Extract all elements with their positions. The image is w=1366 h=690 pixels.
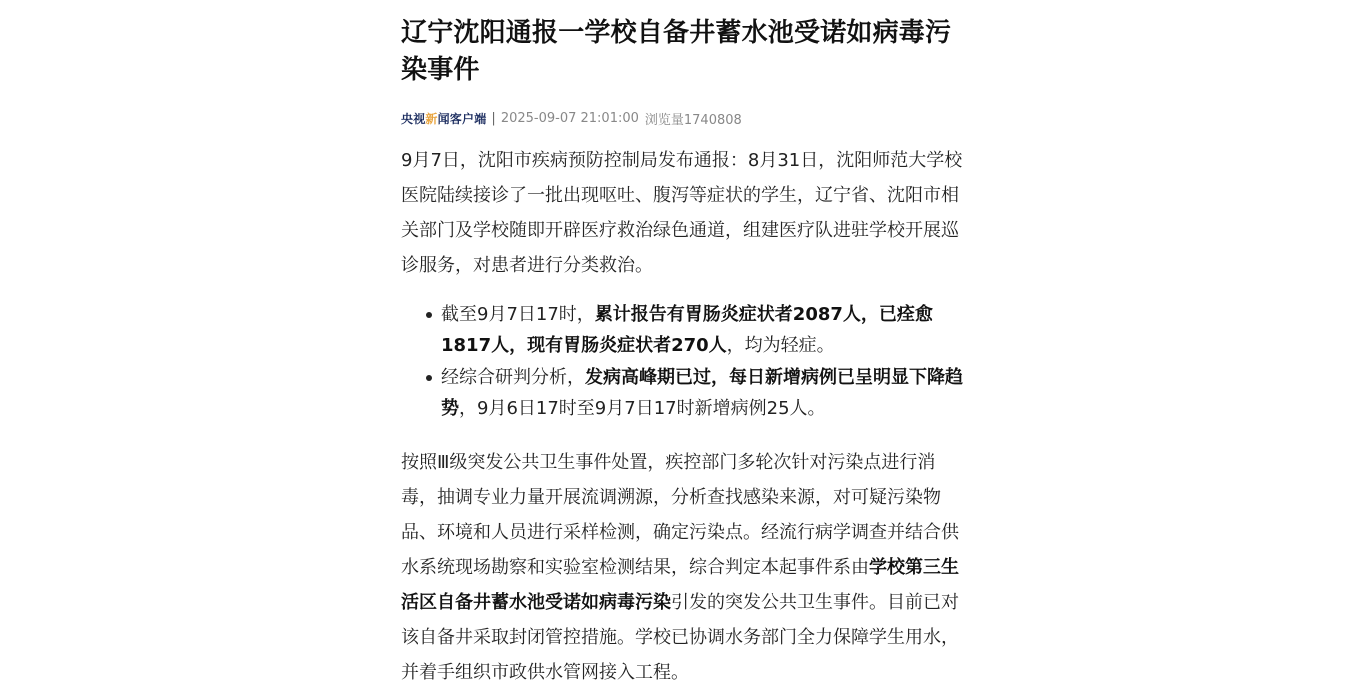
bullet-text: 截至9月7日17时， [441, 304, 595, 325]
paragraph-intro: 9月7日，沈阳市疾病预防控制局发布通报：8月31日，沈阳师范大学校医院陆续接诊了一批出现呕吐、腹泻等症状的学生，辽宁省、沈阳市相关部门及学校随即开辟医疗救治绿色通道，组建医疗队进驻学校开展巡诊服务，对患者进行分类救治。 [401, 150, 963, 276]
bullet-text: ，9月6日17时至9月7日17时新增病例25人。 [459, 398, 826, 419]
publish-date: 2025-09-07 21:01:00 [500, 110, 639, 126]
bullet-bold-text: 发病高峰期已过，每日新增病例已呈明显下降趋势 [441, 367, 963, 419]
source-logo[interactable] [401, 110, 486, 127]
paragraph-text: 按照Ⅲ级突发公共卫生事件处置，疾控部门多轮次针对污染点进行消毒，抽调专业力量开展流调溯源，分析查找感染来源，对可疑污染物品、环境和人员进行采样检测，确定污染点。经流行病学调查并结合供水系统现场勘察和实验室检测结果，综合判定本起事件系由 [401, 452, 959, 578]
source-logo-part3: 闻客户端 [437, 111, 487, 126]
list-item [401, 299, 968, 361]
source-logo-accent: 新 [425, 111, 438, 126]
article [401, 0, 968, 690]
bullet-text: 经综合研判分析， [441, 367, 585, 388]
list-item [401, 362, 968, 424]
source-logo-part1: 央视 [401, 111, 426, 126]
meta-separator: | [491, 110, 496, 126]
bullet-list [401, 299, 968, 424]
paragraph-investigation [401, 445, 968, 690]
article-meta [401, 108, 968, 128]
article-title: 辽宁沈阳通报一学校自备井蓄水池受诺如病毒污染事件 [401, 18, 952, 85]
paragraph-text: 引发的突发公共卫生事件。目前已对该自备井采取封闭管控措施。学校已协调水务部门全力保障学生用水，并着手组织市政供水管网接入工程。 [401, 592, 959, 683]
paragraph-bold-text: 学校第三生活区自备井蓄水池受诺如病毒污染 [401, 557, 959, 613]
view-count: 浏览量1740808 [644, 112, 742, 128]
bullet-text: ，均为轻症。 [726, 335, 835, 356]
bullet-bold-text: 累计报告有胃肠炎症状者2087人，已痊愈1817人，现有胃肠炎症状者270人 [441, 304, 933, 356]
